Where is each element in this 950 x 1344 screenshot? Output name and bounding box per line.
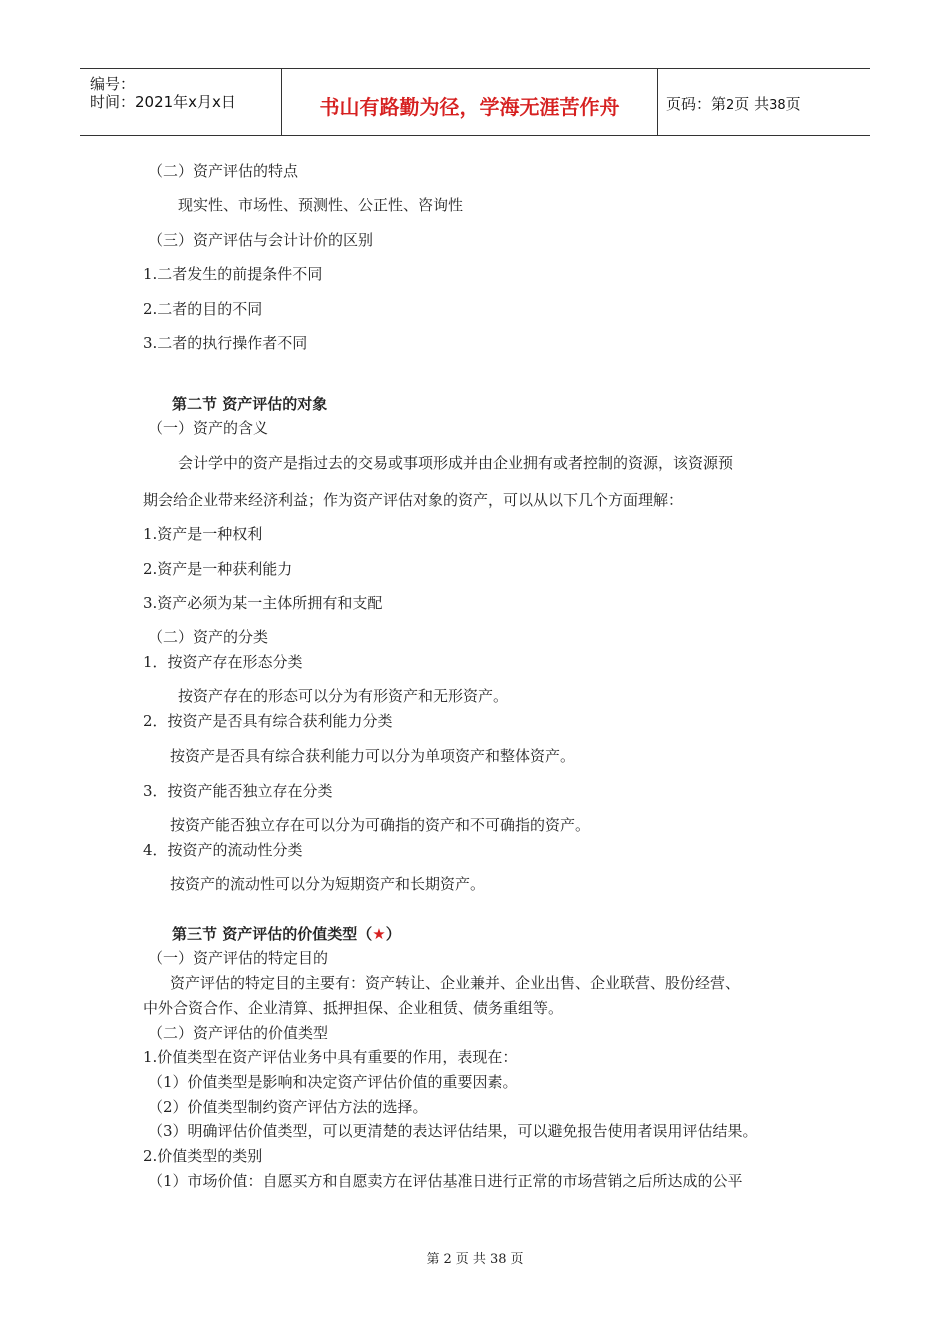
section-heading-text: 第三节 资产评估的价值类型（ xyxy=(172,925,373,943)
page-total: 38 xyxy=(769,98,786,113)
subsection-heading: （二）资产的分类 xyxy=(148,628,269,646)
subsection-heading: （一）资产评估的特定目的 xyxy=(148,949,329,967)
header-motto: 书山有路勤为径，学海无涯苦作舟 xyxy=(319,95,620,119)
footer-suffix: 页 xyxy=(510,1252,524,1267)
subsection-heading: （二）资产评估的特点 xyxy=(148,162,299,180)
section-heading xyxy=(172,925,401,943)
paragraph: 按资产是否具有综合获利能力可以分为单项资产和整体资产。 xyxy=(170,747,576,765)
page-prefix: 页码：第 xyxy=(666,95,727,113)
subsection-heading: （三）资产评估与会计计价的区别 xyxy=(148,231,374,249)
list-item: 3.资产必须为某一主体所拥有和支配 xyxy=(143,594,383,612)
page-number: 2 xyxy=(726,98,735,113)
list-item: 2.二者的目的不同 xyxy=(143,300,263,318)
list-item: 3．按资产能否独立存在分类 xyxy=(143,782,333,800)
list-item: （1）价值类型是影响和决定资产评估价值的重要因素。 xyxy=(148,1073,518,1091)
paragraph: 按资产的流动性可以分为短期资产和长期资产。 xyxy=(170,875,486,893)
list-item: 4．按资产的流动性分类 xyxy=(143,841,303,859)
paragraph: 资产评估的特定目的主要有：资产转让、企业兼并、企业出售、企业联营、股份经营、 xyxy=(170,974,741,992)
footer-mid: 页 共 xyxy=(455,1252,486,1267)
list-item: 1.二者发生的前提条件不同 xyxy=(143,265,323,283)
page-mid: 页 共 xyxy=(734,95,770,113)
list-item: 2.价值类型的类别 xyxy=(143,1147,263,1165)
list-item: （2）价值类型制约资产评估方法的选择。 xyxy=(148,1098,428,1116)
header-page-info xyxy=(666,93,801,114)
paragraph: 会计学中的资产是指过去的交易或事项形成并由企业拥有或者控制的资源，该资源预 xyxy=(178,454,734,472)
footer-page-total: 38 xyxy=(489,1252,507,1267)
star-icon: ★ xyxy=(372,925,386,943)
header-motto-cell xyxy=(282,69,658,135)
header-page-cell xyxy=(658,69,870,135)
list-item: （3）明确评估价值类型，可以更清楚的表达评估结果，可以避免报告使用者误用评估结果。 xyxy=(148,1122,758,1140)
page-header xyxy=(80,68,870,136)
list-item: 1.价值类型在资产评估业务中具有重要的作用，表现在： xyxy=(143,1048,518,1066)
header-meta-cell xyxy=(80,69,282,135)
document-number-label: 编号： xyxy=(90,75,136,93)
list-item: 1．按资产存在形态分类 xyxy=(143,653,303,671)
list-item: 2．按资产是否具有综合获利能力分类 xyxy=(143,712,393,730)
paragraph: 期会给企业带来经济利益；作为资产评估对象的资产，可以从以下几个方面理解： xyxy=(143,491,684,509)
page-suffix: 页 xyxy=(785,95,801,113)
paragraph: 现实性、市场性、预测性、公正性、咨询性 xyxy=(178,196,464,214)
section-heading-close: ） xyxy=(385,925,401,943)
paragraph: 中外合资合作、企业清算、抵押担保、企业租赁、债务重组等。 xyxy=(143,999,564,1017)
list-item: 1.资产是一种权利 xyxy=(143,525,263,543)
footer-prefix: 第 xyxy=(426,1252,440,1267)
footer-page-number: 2 xyxy=(443,1252,452,1267)
section-heading: 第二节 资产评估的对象 xyxy=(172,395,328,413)
list-item: 3.二者的执行操作者不同 xyxy=(143,334,308,352)
paragraph: 按资产存在的形态可以分为有形资产和无形资产。 xyxy=(178,687,509,705)
paragraph: 按资产能否独立存在可以分为可确指的资产和不可确指的资产。 xyxy=(170,816,591,834)
document-date: 时间：2021年x月x日 xyxy=(90,93,236,111)
page-footer xyxy=(0,1248,950,1267)
list-item: 2.资产是一种获利能力 xyxy=(143,560,293,578)
subsection-heading: （二）资产评估的价值类型 xyxy=(148,1024,329,1042)
list-item: （1）市场价值：自愿买方和自愿卖方在评估基准日进行正常的市场营销之后所达成的公平 xyxy=(148,1172,743,1190)
subsection-heading: （一）资产的含义 xyxy=(148,419,269,437)
